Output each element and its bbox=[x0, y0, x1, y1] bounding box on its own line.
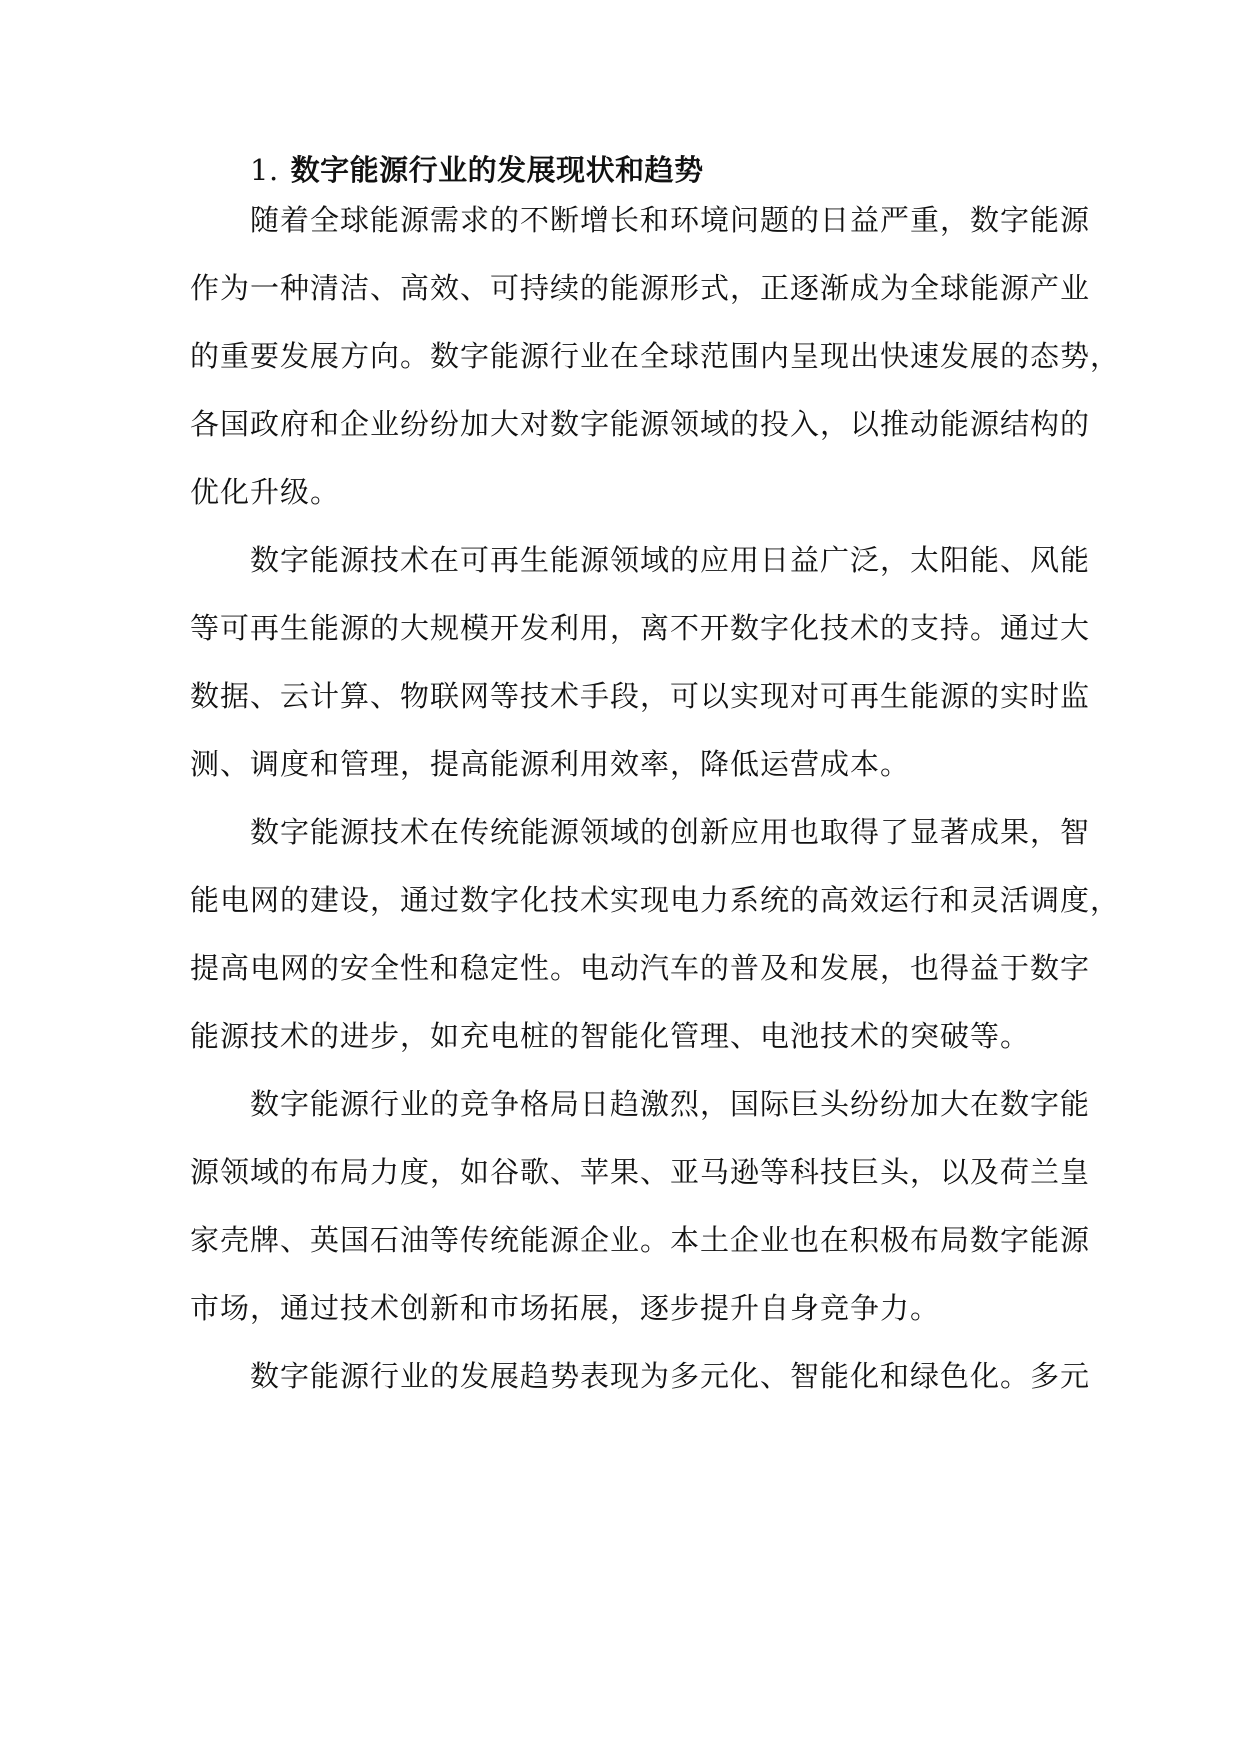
paragraph-3-line-3: 提高电网的安全性和稳定性。电动汽车的普及和发展，也得益于数字 bbox=[190, 951, 1091, 985]
paragraph-4-line-3: 家壳牌、英国石油等传统能源企业。本土企业也在积极布局数字能源 bbox=[190, 1223, 1091, 1257]
paragraph-1-line-5: 优化升级。 bbox=[190, 475, 341, 509]
paragraph-3-line-1: 数字能源技术在传统能源领域的创新应用也取得了显著成果，智 bbox=[250, 815, 1091, 849]
paragraph-2-line-4: 测、调度和管理，提高能源利用效率，降低运营成本。 bbox=[190, 747, 911, 781]
paragraph-3-line-4: 能源技术的进步，如充电桩的智能化管理、电池技术的突破等。 bbox=[190, 1019, 1031, 1053]
paragraph-2-line-2: 等可再生能源的大规模开发利用，离不开数字化技术的支持。通过大 bbox=[190, 611, 1091, 645]
paragraph-1-line-2: 作为一种清洁、高效、可持续的能源形式，正逐渐成为全球能源产业 bbox=[190, 271, 1091, 305]
section-heading bbox=[250, 150, 704, 190]
section-title: 数字能源行业的发展现状和趋势 bbox=[290, 153, 704, 187]
paragraph-4-line-2: 源领域的布局力度，如谷歌、苹果、亚马逊等科技巨头，以及荷兰皇 bbox=[190, 1155, 1091, 1189]
paragraph-1-line-4: 各国政府和企业纷纷加大对数字能源领域的投入，以推动能源结构的 bbox=[190, 407, 1091, 441]
paragraph-1-line-3: 的重要发展方向。数字能源行业在全球范围内呈现出快速发展的态势， bbox=[190, 339, 1121, 373]
section-number: 1. bbox=[250, 153, 279, 187]
paragraph-4-line-4: 市场，通过技术创新和市场拓展，逐步提升自身竞争力。 bbox=[190, 1291, 941, 1325]
paragraph-2-line-3: 数据、云计算、物联网等技术手段，可以实现对可再生能源的实时监 bbox=[190, 679, 1091, 713]
paragraph-2-line-1: 数字能源技术在可再生能源领域的应用日益广泛，太阳能、风能 bbox=[250, 543, 1091, 577]
paragraph-3-line-2: 能电网的建设，通过数字化技术实现电力系统的高效运行和灵活调度， bbox=[190, 883, 1121, 917]
paragraph-1-line-1: 随着全球能源需求的不断增长和环境问题的日益严重，数字能源 bbox=[250, 203, 1091, 237]
paragraph-4-line-1: 数字能源行业的竞争格局日趋激烈，国际巨头纷纷加大在数字能 bbox=[250, 1087, 1091, 1121]
paragraph-5-line-1: 数字能源行业的发展趋势表现为多元化、智能化和绿色化。多元 bbox=[250, 1359, 1091, 1393]
